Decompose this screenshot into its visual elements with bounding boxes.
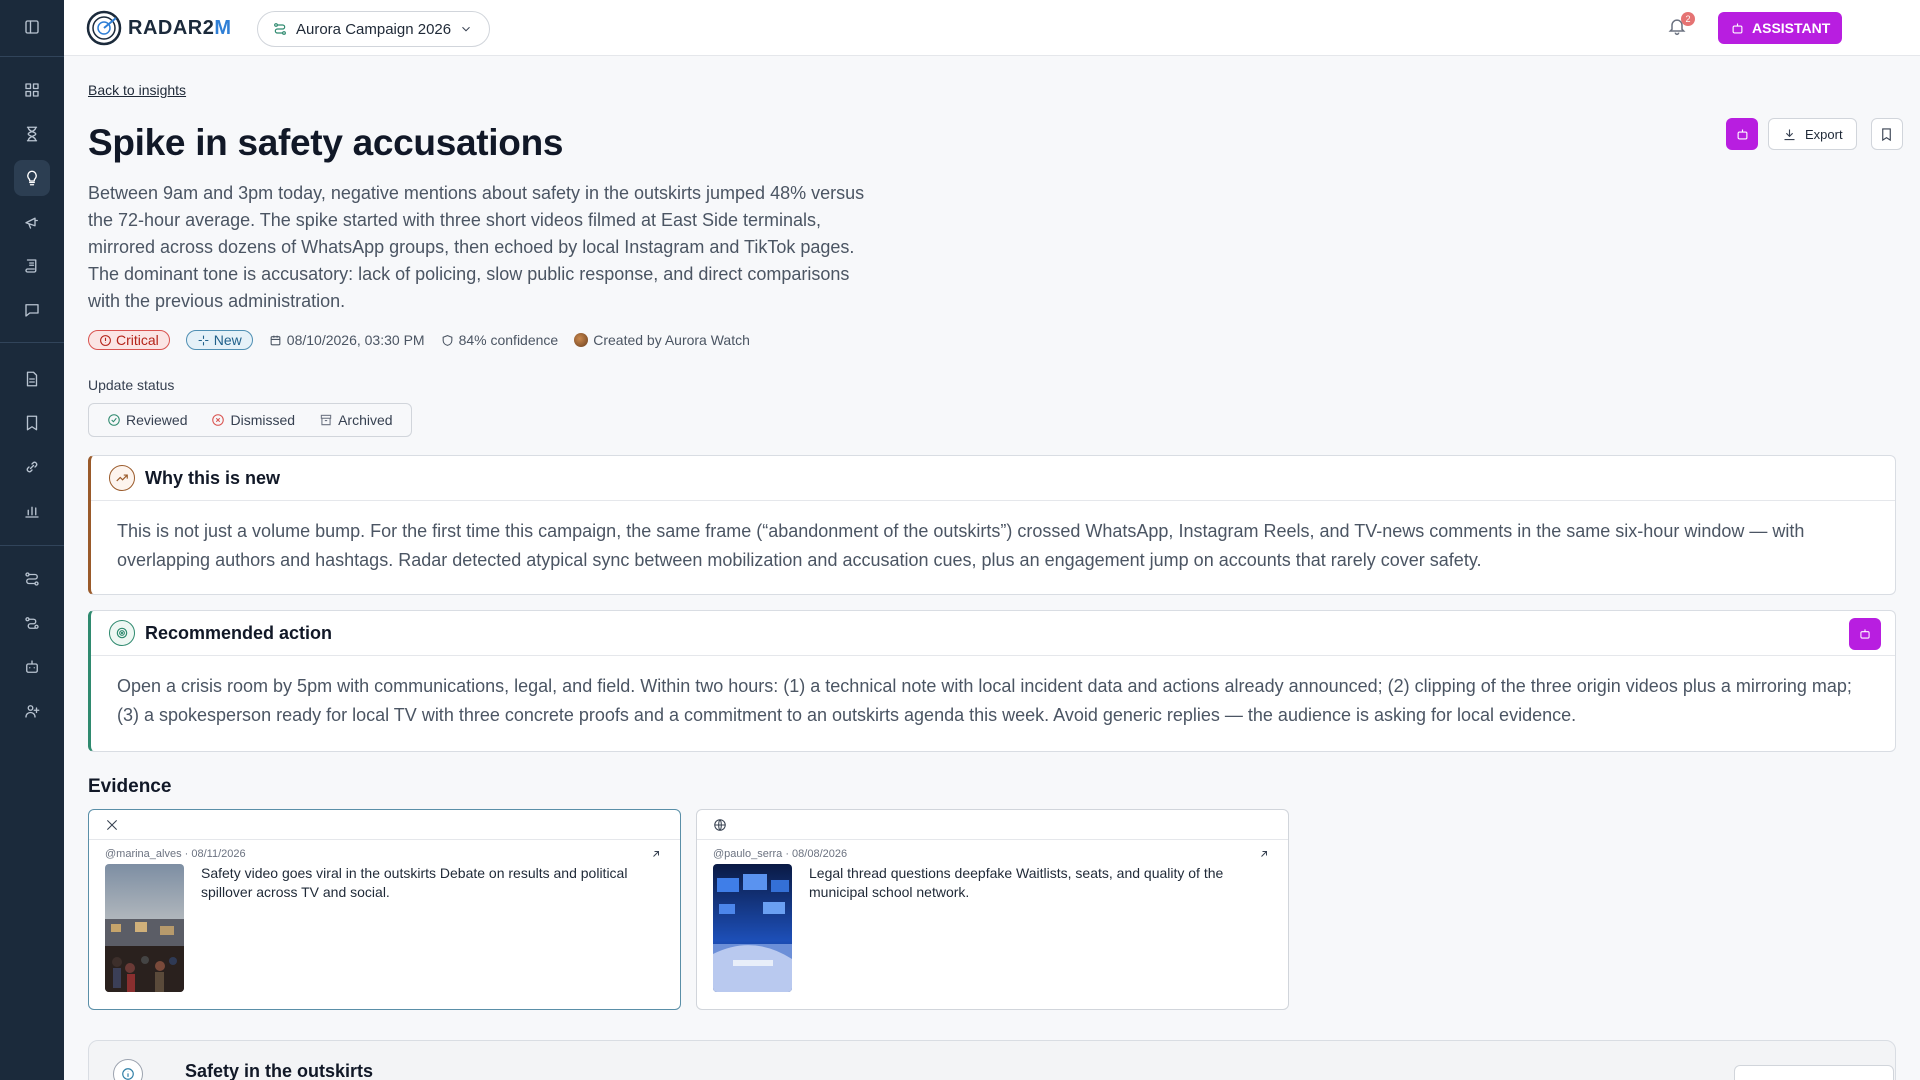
evidence-author-date: @marina_alves · 08/11/2026 [105, 848, 246, 860]
header-actions [1726, 118, 1903, 150]
recommended-action-title: Recommended action [145, 622, 333, 643]
arrow-up-right-icon [1258, 848, 1270, 860]
ask-assistant-action-button[interactable] [1849, 618, 1881, 650]
evidence-card[interactable] [696, 809, 1289, 1010]
campaign-name: Aurora Campaign 2026 [296, 20, 452, 38]
evidence-author-date: @paulo_serra · 08/08/2026 [713, 848, 848, 860]
evidence-heading: Evidence [88, 776, 172, 797]
export-button[interactable] [1768, 118, 1857, 150]
notification-count-badge: 2 [1681, 12, 1695, 26]
why-new-card [88, 455, 1896, 595]
recommended-action-header [91, 611, 1895, 656]
bookmark-icon [1879, 127, 1894, 142]
sparkle-icon [197, 334, 210, 347]
confidence-indicator: 84% confidence [441, 332, 559, 348]
severity-badge: Critical [88, 330, 170, 350]
chevron-down-icon [459, 22, 473, 36]
status-archived-button[interactable]: Archived [307, 412, 404, 428]
export-label: Export [1805, 126, 1843, 142]
x-circle-icon [211, 413, 225, 427]
radar-logo-icon [86, 10, 122, 46]
why-new-body: This is not just a volume bump. For the first time this campaign, the same frame (“abandonment of the outskirts”) crossed WhatsApp, Instagram Reels, and TV-news comments in the same six-hour window — with overlapping authors and hashtags. Radar detected atypical sync between mobilization and accusation cues, plus an engagement jump on accounts that rarely cover safety. [117, 521, 1805, 570]
sidebar-item-timeline[interactable] [14, 116, 50, 152]
megaphone-icon [23, 213, 41, 231]
sidebar-item-dashboard[interactable] [14, 72, 50, 108]
topic-card [88, 1040, 1896, 1080]
update-status-label: Update status [88, 377, 175, 393]
route-icon [23, 570, 41, 588]
target-icon [109, 620, 135, 646]
recommended-action-body: Open a crisis room by 5pm with communications, legal, and field. Within two hours: (1) a technical note with local incident data and actions already announced; (2) clipping of the three origin videos plus a mirroring map; (3) a spokesperson ready for local TV with three concrete proofs and a commitment to an outskirts agenda this week. Avoid generic replies — the audience is asking for local evidence. [117, 676, 1852, 725]
bot-icon [1858, 627, 1872, 641]
dashboard-grid-icon [23, 81, 41, 99]
evidence-thumbnail [713, 864, 792, 992]
evidence-text: Safety video goes viral in the outskirts Debate on results and political spillover across TV and social. [201, 865, 628, 900]
sidebar-item-documents[interactable] [14, 361, 50, 397]
sidebar-item-flows[interactable] [14, 605, 50, 641]
evidence-platform-bar [89, 810, 680, 840]
evidence-card[interactable] [88, 809, 681, 1010]
why-new-header [91, 456, 1895, 501]
flow-icon [23, 614, 41, 632]
notifications-button[interactable] [1667, 16, 1691, 40]
recommended-action-card [88, 610, 1896, 752]
route-icon [272, 21, 288, 37]
document-icon [23, 370, 41, 388]
created-by: Created by Aurora Watch [574, 332, 750, 348]
assistant-button[interactable] [1718, 12, 1842, 44]
topic-title: Safety in the outskirts [185, 1061, 374, 1080]
evidence-platform-bar [697, 810, 1288, 840]
bot-icon [1735, 127, 1750, 142]
status-badge: New [186, 330, 253, 350]
link-icon [23, 458, 41, 476]
sidebar-item-insights[interactable] [14, 160, 50, 196]
status-toggle-group [88, 403, 412, 437]
trend-up-icon [109, 465, 135, 491]
sidebar-item-saved[interactable] [14, 405, 50, 441]
bot-icon [1730, 21, 1745, 36]
sidebar-item-messages[interactable] [14, 292, 50, 328]
evidence-thumbnail [105, 864, 184, 992]
page-title: Spike in safety accusations [88, 122, 564, 163]
alert-circle-icon [99, 334, 112, 347]
chat-icon [23, 301, 41, 319]
insight-meta [88, 330, 750, 350]
sidebar-item-analytics[interactable] [14, 493, 50, 529]
status-dismissed-button[interactable]: Dismissed [199, 412, 307, 428]
sidebar-toggle-button[interactable] [14, 9, 50, 45]
bar-chart-icon [23, 502, 41, 520]
topic-action-button[interactable] [1734, 1065, 1894, 1080]
download-icon [1782, 127, 1797, 142]
x-logo-icon [105, 818, 119, 832]
ask-assistant-button[interactable] [1726, 118, 1758, 150]
back-to-insights-link[interactable]: Back to insights [88, 82, 187, 98]
check-circle-icon [107, 413, 121, 427]
insight-detail [64, 56, 1920, 1080]
status-reviewed-button[interactable]: Reviewed [95, 412, 199, 428]
sidebar-item-links[interactable] [14, 449, 50, 485]
why-new-title: Why this is new [145, 467, 281, 488]
scroll-icon [23, 257, 41, 275]
bookmark-button[interactable] [1871, 118, 1903, 150]
shield-icon [441, 334, 454, 347]
bot-icon [23, 658, 41, 676]
bookmark-icon [23, 414, 41, 432]
info-icon [113, 1059, 143, 1080]
user-add-icon [23, 702, 41, 720]
assistant-label: ASSISTANT [1752, 20, 1831, 36]
sidebar-item-routes[interactable] [14, 561, 50, 597]
calendar-icon [269, 334, 282, 347]
top-bar [64, 0, 1920, 56]
app-logo[interactable] [86, 10, 232, 46]
sidebar [0, 0, 64, 1080]
sidebar-item-campaigns[interactable] [14, 204, 50, 240]
open-external-button[interactable] [650, 847, 664, 861]
evidence-text: Legal thread questions deepfake Waitlists, seats, and quality of the municipal school network. [809, 865, 1224, 900]
lightbulb-icon [23, 169, 41, 187]
archive-icon [319, 413, 333, 427]
insight-datetime: 08/10/2026, 03:30 PM [269, 332, 425, 348]
creator-avatar [574, 333, 588, 347]
hourglass-icon [23, 125, 41, 143]
sidebar-toggle-icon [23, 18, 41, 36]
sidebar-item-reports[interactable] [14, 248, 50, 284]
sidebar-item-team[interactable] [14, 693, 50, 729]
globe-icon [713, 818, 727, 832]
logo-text: RADAR2M [128, 16, 232, 39]
sidebar-item-assistant[interactable] [14, 649, 50, 685]
insight-summary: Between 9am and 3pm today, negative mentions about safety in the outskirts jumped 48% versus the 72-hour average. The spike started with three short videos filmed at East Side terminals, mirrored across dozens of WhatsApp groups, then echoed by local Instagram and TikTok pages. The dominant tone is accusatory: lack of policing, slow public response, and direct comparisons with the previous administration. [88, 183, 865, 311]
campaign-selector[interactable] [257, 11, 490, 47]
open-external-button[interactable] [1258, 847, 1272, 861]
arrow-up-right-icon [650, 848, 662, 860]
